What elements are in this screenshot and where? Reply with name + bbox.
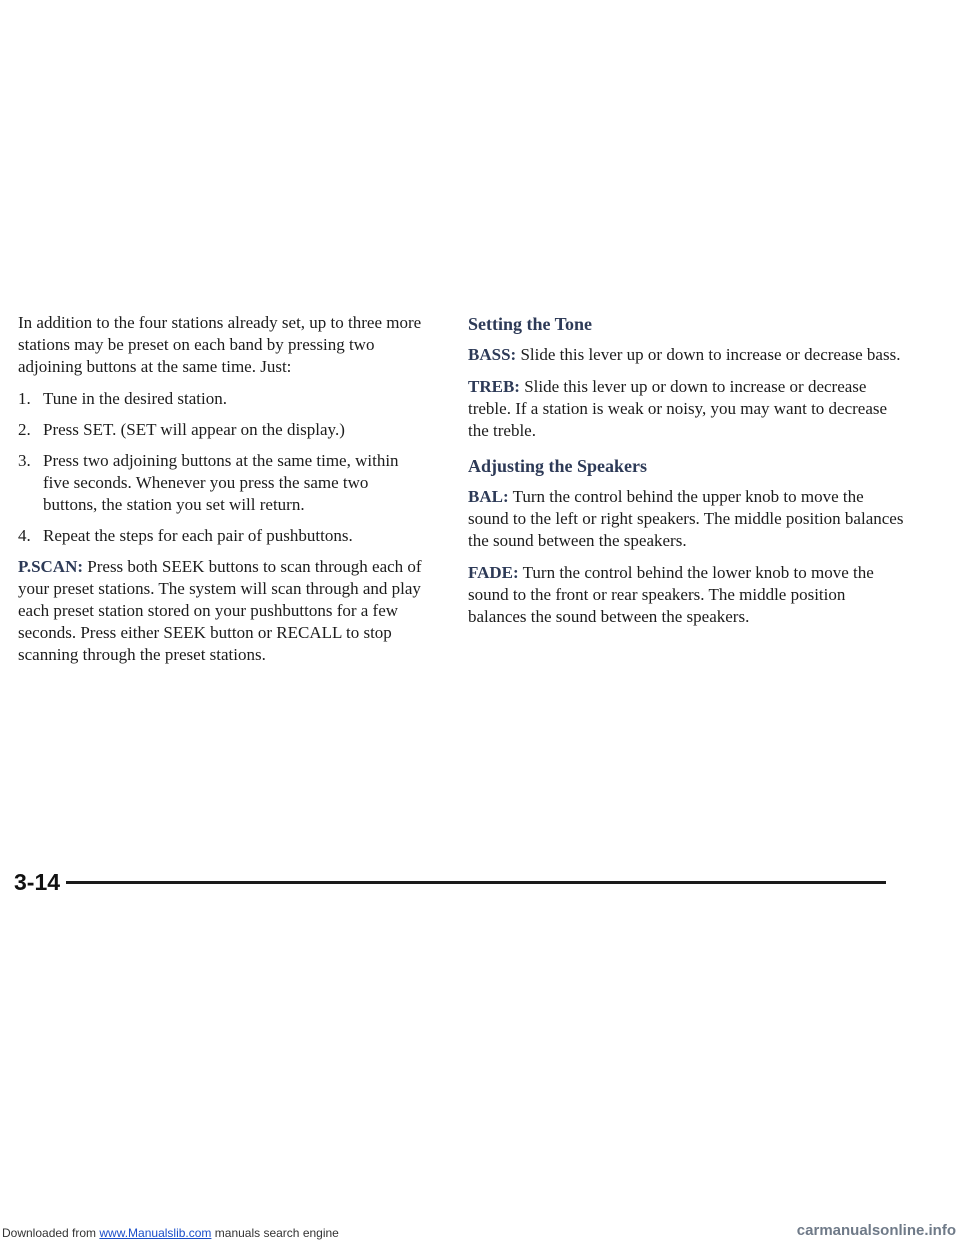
fade-paragraph xyxy=(468,562,908,628)
list-item xyxy=(18,388,426,410)
bal-term: BAL: xyxy=(468,487,509,506)
treb-paragraph xyxy=(468,376,908,442)
fade-term: FADE: xyxy=(468,563,519,582)
step-text: Repeat the steps for each pair of pushbuttons. xyxy=(43,526,353,545)
treb-term: TREB: xyxy=(468,377,520,396)
step-text: Press two adjoining buttons at the same time, within five seconds. Whenever you press the same two buttons, the station you set will return. xyxy=(43,451,399,514)
footer-rule xyxy=(66,881,886,884)
right-column xyxy=(468,312,908,638)
step-text: Tune in the desired station. xyxy=(43,389,227,408)
page-footer xyxy=(14,867,886,897)
manualslib-link[interactable]: www.Manualslib.com xyxy=(99,1226,212,1240)
download-banner xyxy=(0,1224,960,1242)
banner-prefix: Downloaded from xyxy=(2,1226,100,1240)
bass-term: BASS: xyxy=(468,345,517,364)
step-number: 3. xyxy=(18,451,31,470)
banner-suffix: manuals search engine xyxy=(211,1226,339,1240)
speakers-heading: Adjusting the Speakers xyxy=(468,456,648,476)
tone-heading: Setting the Tone xyxy=(468,314,593,334)
list-item xyxy=(18,419,426,441)
bass-text: Slide this lever up or down to increase or decrease bass. xyxy=(516,345,901,364)
bal-text: Turn the control behind the upper knob to move the sound to the left or right speakers. The middle position balances the sound between the speakers. xyxy=(468,487,904,550)
watermark-text: carmanualsonline.info xyxy=(796,1222,956,1239)
step-text: Press SET. (SET will appear on the display.) xyxy=(43,420,345,439)
page-number: 3-14 xyxy=(14,868,61,895)
treb-text: Slide this lever up or down to increase or decrease treble. If a station is weak or noisy, you may want to decrease the treble. xyxy=(468,377,888,440)
step-number: 2. xyxy=(18,420,31,439)
list-item xyxy=(18,450,426,516)
intro-paragraph: In addition to the four stations already set, up to three more stations may be preset on each band by pressing two adjoining buttons at the same time. Just: xyxy=(18,313,422,376)
left-column xyxy=(18,312,426,676)
bass-paragraph xyxy=(468,344,908,366)
pscan-paragraph xyxy=(18,556,426,666)
step-number: 1. xyxy=(18,389,31,408)
step-number: 4. xyxy=(18,526,31,545)
bal-paragraph xyxy=(468,486,908,552)
fade-text: Turn the control behind the lower knob to move the sound to the front or rear speakers. The middle position balances the sound between the speakers. xyxy=(468,563,874,626)
banner-text xyxy=(2,1224,339,1242)
preset-steps-list xyxy=(18,388,426,547)
pscan-text: Press both SEEK buttons to scan through each of your preset stations. The system will scan through and play each preset station stored on your pushbuttons for a few seconds. Press either SEEK button or RECALL to stop scanning through the preset stations. xyxy=(18,557,422,664)
pscan-term: P.SCAN: xyxy=(18,557,84,576)
list-item xyxy=(18,525,426,547)
